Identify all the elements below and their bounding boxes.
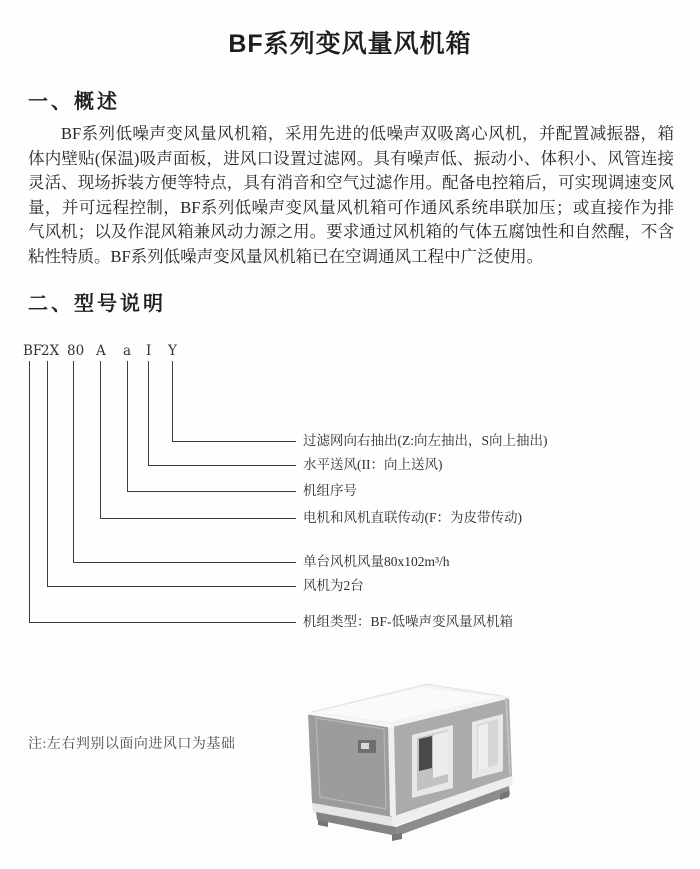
model-code-diagram xyxy=(0,343,700,643)
model-label-drive: 电机和风机直联传动(F：为皮带传动) xyxy=(303,510,522,525)
model-line-horizontal-80 xyxy=(73,562,296,563)
model-label-serial: 机组序号 xyxy=(303,483,357,498)
section-model-heading: 二、型号说明 xyxy=(28,293,166,315)
model-code-part-I: I xyxy=(146,343,152,359)
model-code-part-80: 80 xyxy=(67,343,85,359)
model-code-part-Y: Y xyxy=(168,343,177,359)
model-label-volume: 单台风机风量80x102m³/h xyxy=(303,554,450,569)
overview-paragraph: BF系列低噪声变风量风机箱，采用先进的低噪声双吸离心风机，并配置减振器，箱体内壁贴(保温)吸声面板，进风口设置过滤网。具有噪声低、振动小、体积小、风管连接灵活、现场拆装方便等特点，具有消音和空气过滤作用。配备电控箱后，可实现调速变风量，并可远程控制，BF系列低噪声变风量风机箱可作通风系统串联加压；或直接作为排气风机；以及作混风箱兼风动力源之用。要求通过风机箱的气体五腐蚀性和自然醒，不含粘性特质。BF系列低噪声变风量风机箱已在空调通风工程中广泛使用。 xyxy=(28,124,674,266)
model-line-horizontal-2X xyxy=(47,586,296,587)
model-line-vertical-80 xyxy=(73,361,74,562)
fan-box-illustration xyxy=(292,656,584,858)
control-box-label xyxy=(361,743,369,749)
front-door-1-light-panel xyxy=(433,731,448,778)
model-code-part-bf: BF xyxy=(23,343,43,359)
model-code-part-A: A xyxy=(96,343,106,359)
model-label-airflow: 水平送风(II：向上送风) xyxy=(303,457,443,472)
fan-box-figure xyxy=(292,656,584,858)
front-door-2-light-panel xyxy=(478,723,488,771)
page-title: BF系列变风量风机箱 xyxy=(228,30,472,58)
model-line-horizontal-BF xyxy=(29,622,296,623)
model-code-part-a: a xyxy=(123,343,132,359)
model-line-horizontal-a xyxy=(127,491,296,492)
model-line-horizontal-I xyxy=(148,465,296,466)
model-line-vertical-Y xyxy=(172,361,173,441)
model-line-vertical-a xyxy=(127,361,128,491)
model-line-vertical-2X xyxy=(47,361,48,586)
note-text: 注:左右判别以面向进风口为基础 xyxy=(28,737,236,752)
front-door-1-dark-panel xyxy=(419,736,432,771)
model-line-horizontal-Y xyxy=(172,441,296,442)
model-label-filter: 过滤网向右抽出(Z:向左抽出，S向上抽出) xyxy=(303,433,548,448)
model-label-unit-type: 机组类型：BF-低噪声变风量风机箱 xyxy=(303,614,514,629)
model-code-part-2x: 2X xyxy=(41,343,60,359)
model-line-vertical-I xyxy=(148,361,149,465)
section-overview-heading: 一、概述 xyxy=(28,91,120,113)
model-line-vertical-BF xyxy=(29,361,30,622)
model-label-fan-count: 风机为2台 xyxy=(303,578,364,593)
model-line-vertical-A xyxy=(100,361,101,518)
model-line-horizontal-A xyxy=(100,518,296,519)
